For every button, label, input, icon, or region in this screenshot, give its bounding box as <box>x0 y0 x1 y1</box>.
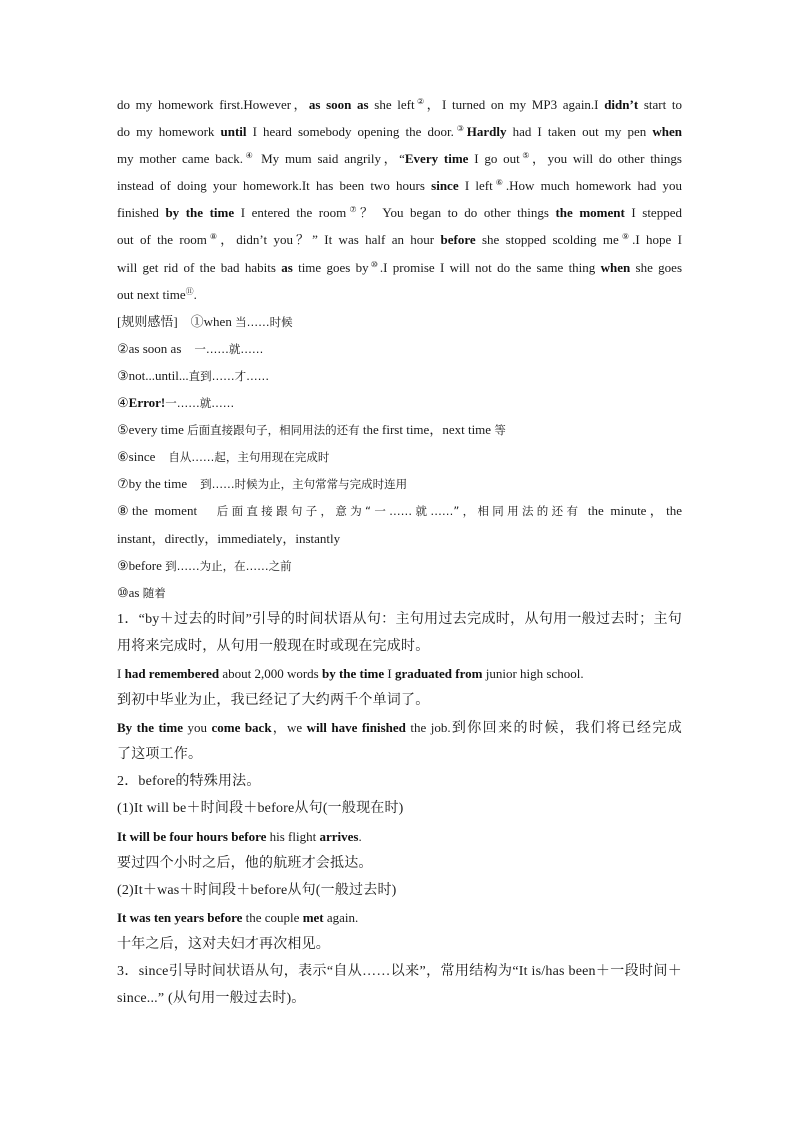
text-segment: I left <box>458 178 493 194</box>
text-line <box>117 118 682 145</box>
text-segment: ，didn’t you？” It was half an hour <box>220 232 441 248</box>
text-segment: 了这项工作。 <box>117 747 203 763</box>
text-line <box>117 362 682 389</box>
text-line <box>117 552 682 579</box>
bold-text: met <box>302 909 324 925</box>
text-line <box>117 416 682 443</box>
text-line <box>117 335 682 362</box>
text-segment: 后面直接跟句子，相同用法的还有 <box>187 423 360 438</box>
text-segment: ③not...until... <box>117 367 189 383</box>
text-segment: she left <box>368 97 415 112</box>
text-segment: since...” (从句用一般过去时)。 <box>117 991 306 1007</box>
text-line <box>117 660 682 687</box>
text-line <box>117 823 682 850</box>
text-segment: you <box>183 720 212 736</box>
bold-text: the moment <box>555 205 625 221</box>
text-segment: 1．“by＋过去的时间”引导的时间状语从句：主句用过去完成时，从句用一般过去时；主句 <box>117 611 682 627</box>
text-line <box>117 958 682 985</box>
text-segment: finished <box>117 205 166 221</box>
text-segment: the minute，the <box>581 503 682 519</box>
text-segment: ⑤every time <box>117 422 188 438</box>
text-line <box>117 931 682 958</box>
text-segment: 后面直接跟句子，意为“一……就……”，相同用法的还有 <box>216 504 582 519</box>
text-segment: 用将来完成时，从句用一般现在时或现在完成时。 <box>117 638 430 654</box>
text-line <box>117 308 682 335</box>
text-line <box>117 741 682 768</box>
bold-text: Every time <box>404 151 469 167</box>
text-segment: ⑧the moment <box>117 503 217 519</box>
text-line <box>117 525 682 552</box>
text-segment: the couple <box>242 909 303 925</box>
text-segment: I <box>384 665 395 681</box>
text-segment: (1)It will be＋时间段＋before从句(一般现在时) <box>117 801 404 817</box>
text-segment: 直到……才…… <box>188 368 270 383</box>
text-line <box>117 850 682 877</box>
text-line <box>117 91 682 118</box>
text-segment: about 2,000 words <box>219 665 322 681</box>
text-segment: 一……就…… <box>194 341 264 356</box>
text-segment: 到你回来的时候，我们将已经完成 <box>450 721 682 737</box>
text-segment: ⑥since <box>117 449 169 465</box>
footnote-marker: ② <box>414 97 427 106</box>
text-line <box>117 877 682 904</box>
bold-text: since <box>431 178 459 194</box>
bold-text: come back <box>211 720 272 736</box>
bold-text: will have finished <box>306 720 406 736</box>
text-segment: my mother came back. <box>117 151 244 167</box>
text-segment: his flight <box>266 828 320 844</box>
bold-text: when <box>600 259 631 275</box>
text-segment: instant，directly，immediately，instantly <box>117 530 341 546</box>
bold-text: graduated from <box>394 665 483 681</box>
text-segment: ②as soon as <box>117 340 195 356</box>
text-segment: My mum said angrily，“ <box>255 151 405 167</box>
text-segment: time goes by <box>292 259 369 275</box>
text-segment: ⑦by the time <box>117 476 201 492</box>
text-segment: she stopped scolding me <box>475 232 619 248</box>
text-segment: . <box>193 286 197 302</box>
text-segment: ，we <box>271 720 307 736</box>
text-line <box>117 985 682 1012</box>
footnote-marker: ⑩ <box>368 259 380 269</box>
text-segment: 等 <box>494 423 506 438</box>
text-line <box>117 768 682 795</box>
text-segment: 到……时候为止，主句常常与完成时连用 <box>200 477 408 492</box>
footnote-marker: ⑨ <box>618 232 633 242</box>
text-segment: 到……为止，在……之前 <box>165 558 292 573</box>
text-segment: I stepped <box>624 205 682 221</box>
text-segment: 当……时候 <box>235 314 293 329</box>
text-segment: start to <box>638 97 682 112</box>
text-line <box>117 199 682 226</box>
bold-text: by the time <box>322 665 385 681</box>
text-segment: I go out <box>468 151 520 167</box>
text-segment: she goes <box>630 259 682 275</box>
text-segment: do my homework first.However， <box>117 97 309 112</box>
text-line <box>117 633 682 660</box>
text-segment: I heard somebody opening the door. <box>246 124 454 140</box>
text-segment: .How much homework had you <box>505 178 682 194</box>
text-segment: .I hope I <box>632 232 682 248</box>
document-body <box>117 91 682 1012</box>
bold-text: had remembered <box>124 665 220 681</box>
text-line <box>117 687 682 714</box>
text-line <box>117 714 682 741</box>
text-segment: 一……就…… <box>165 396 235 411</box>
bold-text: It was ten years before <box>117 909 243 925</box>
text-segment: ④ <box>117 395 129 411</box>
text-line <box>117 281 682 308</box>
text-segment: do my homework <box>117 124 221 140</box>
footnote-marker: ④ <box>243 151 256 161</box>
text-line <box>117 172 682 199</box>
text-segment: ，you will do other things <box>532 151 682 167</box>
text-line <box>117 579 682 606</box>
bold-text: Hardly <box>466 124 507 140</box>
bold-text: It will be four hours before <box>117 828 267 844</box>
text-segment: instead of doing your homework.It has been two hours <box>117 178 432 194</box>
bold-text: By the time <box>117 720 183 736</box>
text-line <box>117 470 682 497</box>
bold-text: Error! <box>128 395 166 411</box>
bold-text: didn’t <box>604 97 639 112</box>
text-segment: out next time <box>117 286 186 302</box>
text-segment: 2．before的特殊用法。 <box>117 774 261 790</box>
text-segment: again. <box>323 909 359 925</box>
text-segment: had I taken out my pen <box>506 124 653 140</box>
bold-text: when <box>652 124 682 140</box>
text-segment: . <box>358 828 362 844</box>
text-line <box>117 443 682 470</box>
text-segment: ⑩as <box>117 584 143 600</box>
text-line <box>117 254 682 281</box>
footnote-marker: ⑥ <box>492 178 506 188</box>
text-line <box>117 497 682 524</box>
text-segment: junior high school. <box>482 665 584 681</box>
text-line <box>117 389 682 416</box>
bold-text: as <box>281 259 293 275</box>
footnote-marker: ⑦ <box>346 205 361 215</box>
text-segment: ？ You began to do other things <box>360 205 556 221</box>
text-line <box>117 145 682 172</box>
bold-text: until <box>220 124 247 140</box>
text-segment: 随着 <box>142 585 166 600</box>
text-segment: the first time，next time <box>359 422 495 438</box>
text-segment: will get rid of the bad habits <box>117 259 282 275</box>
bold-text: before <box>440 232 476 248</box>
text-segment: .I promise I will not do the same thing <box>379 259 601 275</box>
footnote-marker: ⑧ <box>206 232 221 242</box>
bold-text: arrives <box>319 828 359 844</box>
text-segment: ⑨before <box>117 557 166 573</box>
footnote-marker: ⑤ <box>519 151 533 161</box>
text-segment: I entered the room <box>234 205 347 221</box>
text-segment: 十年之后，这对夫妇才再次相见。 <box>117 936 330 952</box>
bold-text: by the time <box>165 205 235 221</box>
text-segment: 到初中毕业为止，我已经记了大约两千个单词了。 <box>117 693 430 709</box>
text-segment: out of the room <box>117 232 207 248</box>
footnote-marker: ⑪ <box>185 286 194 296</box>
text-segment: 自从……起，主句用现在完成时 <box>168 450 330 465</box>
bold-text: as soon as <box>308 97 369 112</box>
text-line <box>117 795 682 822</box>
text-segment: the job. <box>405 720 451 736</box>
text-segment: (2)It＋was＋时间段＋before从句(一般过去时) <box>117 882 397 898</box>
text-segment: 要过四个小时之后，他的航班才会抵达。 <box>117 855 373 871</box>
text-line <box>117 606 682 633</box>
text-segment: ，I turned on my MP3 again.I <box>426 97 605 112</box>
text-segment: I <box>117 665 125 681</box>
text-line <box>117 904 682 931</box>
footnote-marker: ③ <box>453 124 467 134</box>
text-line <box>117 226 682 253</box>
text-segment: [规则感悟] ①when <box>117 313 236 329</box>
text-segment: 3．since引导时间状语从句，表示“自从……以来”，常用结构为“It is/has been＋一段时间＋ <box>117 964 682 979</box>
